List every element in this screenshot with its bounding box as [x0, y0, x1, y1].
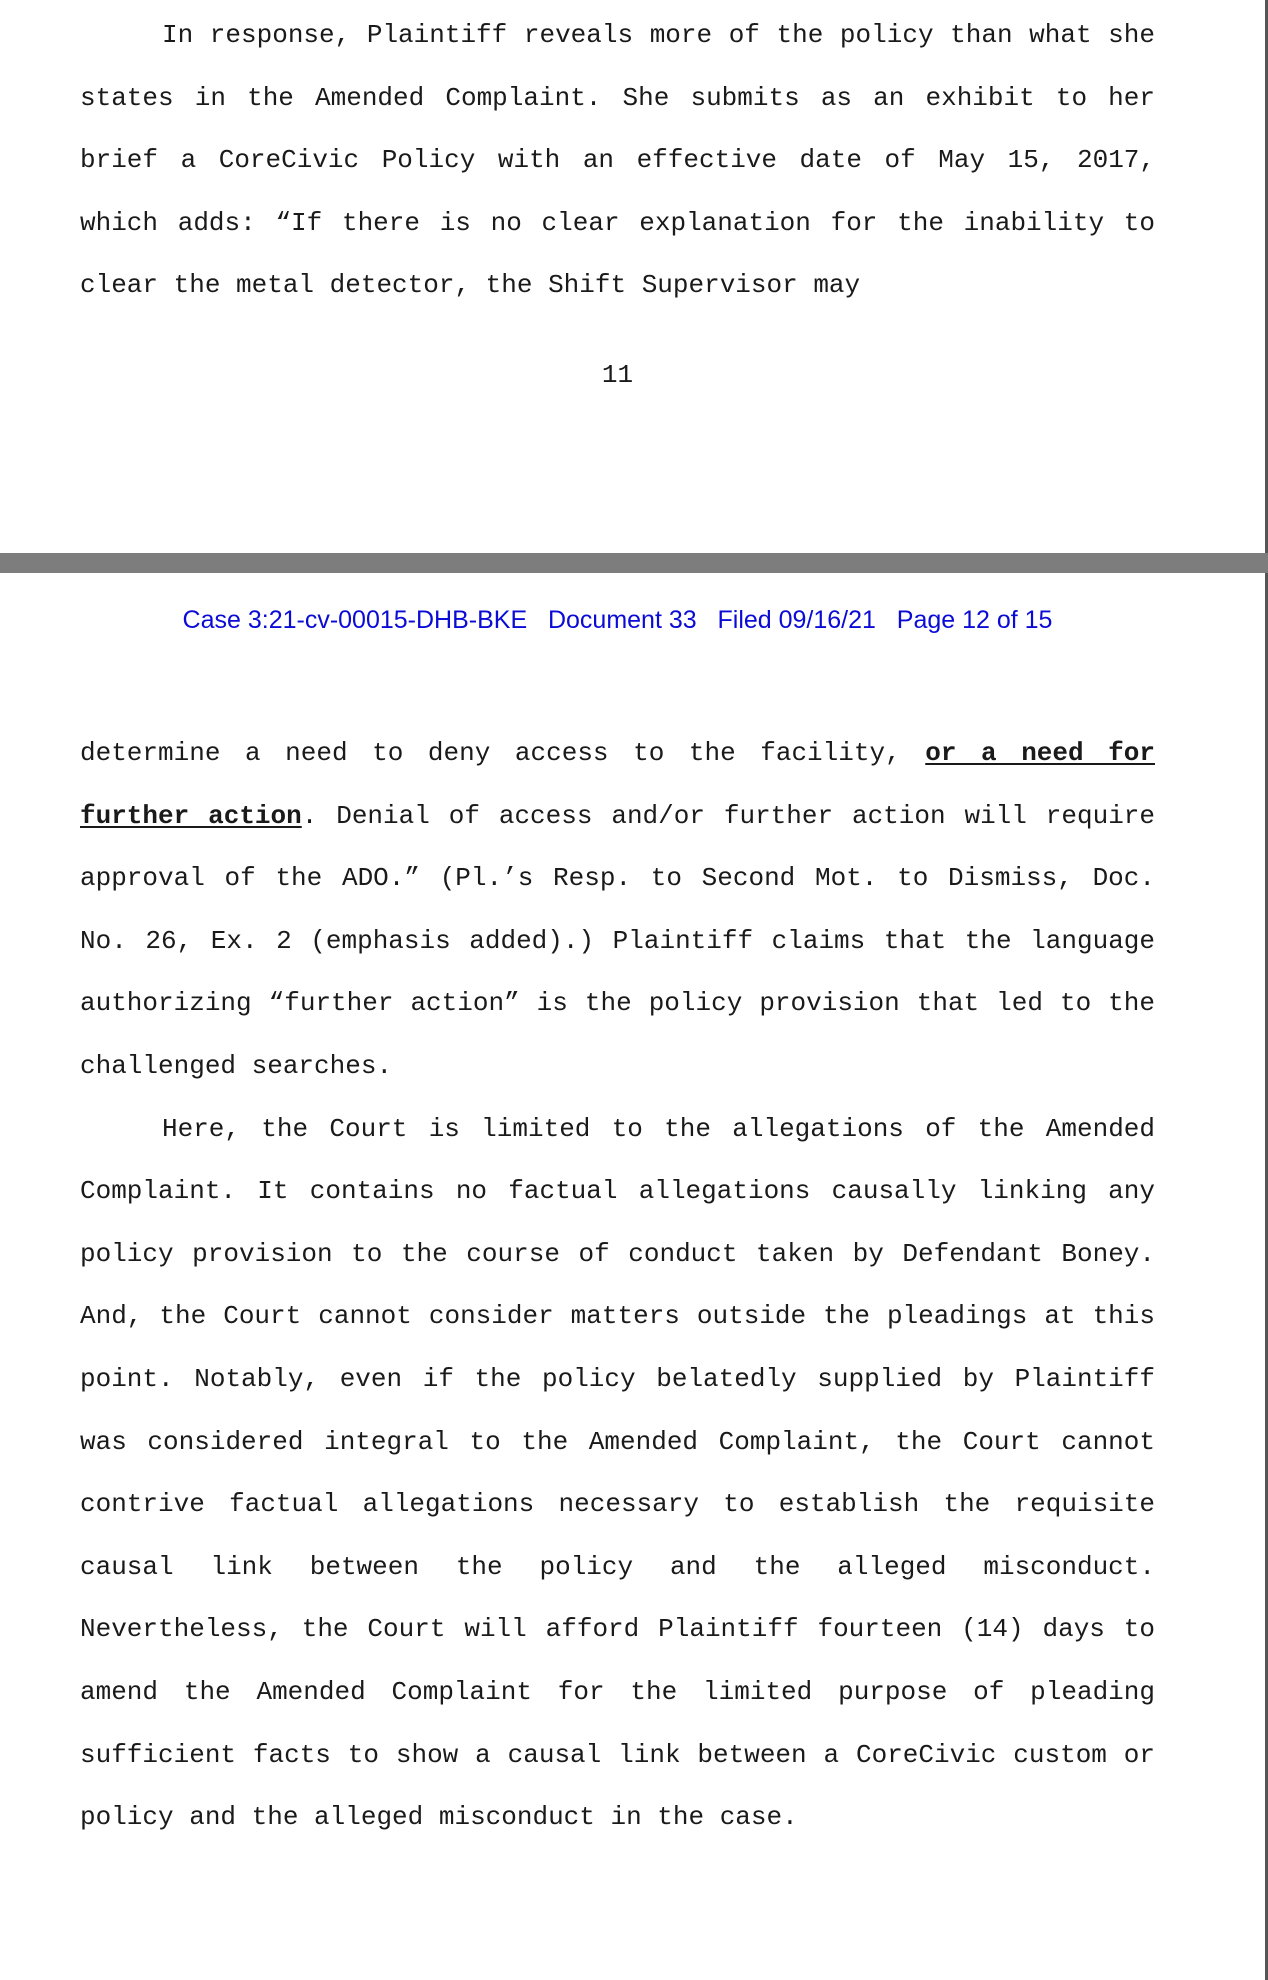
paragraph-policy-continuation	[80, 722, 1155, 1098]
page-separator	[0, 553, 1268, 573]
page-12-body	[80, 722, 1155, 1849]
paragraph-policy-exhibit: In response, Plaintiff reveals more of the policy than what she states in the Amended Complaint. She submits as an exhibit to her brief a CoreCivic Policy with an effective date of May 15, 2017, which adds: “If there is no clear explanation for the inability to clear the metal detector, the Shift Supervisor may	[80, 20, 1155, 301]
emphasized-text: or a need for further action	[80, 738, 1155, 831]
text-after-emphasis: . Denial of access and/or further action will require approval of the ADO.” (Pl.’s Resp. to Second Mot. to Dismiss, Doc. No. 26, Ex. 2 (emphasis added).) Plaintiff claims that the language authorizing “further action” is the policy provision that led to the challenged searches.	[80, 800, 1156, 1081]
paragraph-court-analysis: Here, the Court is limited to the allegations of the Amended Complaint. It contains no factual allegations causally linking any policy provision to the course of conduct taken by Defendant Boney. And, the Court cannot consider matters outside the pleadings at this point. Notably, even if the policy belatedly supplied by Plaintiff was considered integral to the Amended Complaint, the Court cannot contrive factual allegations necessary to establish the requisite causal link between the policy and the alleged misconduct. Nevertheless, the Court will afford Plaintiff fourteen (14) days to amend the Amended Complaint for the limited purpose of pleading sufficient facts to show a causal link between a CoreCivic custom or policy and the alleged misconduct in the case.	[80, 1113, 1155, 1833]
page-11-body	[80, 4, 1155, 317]
case-header: Case 3:21-cv-00015-DHB-BKE Document 33 Filed 09/16/21 Page 12 of 15	[182, 606, 1053, 634]
text-before-emphasis: determine a need to deny access to the facility,	[80, 738, 926, 768]
page-number: 11	[601, 360, 634, 390]
